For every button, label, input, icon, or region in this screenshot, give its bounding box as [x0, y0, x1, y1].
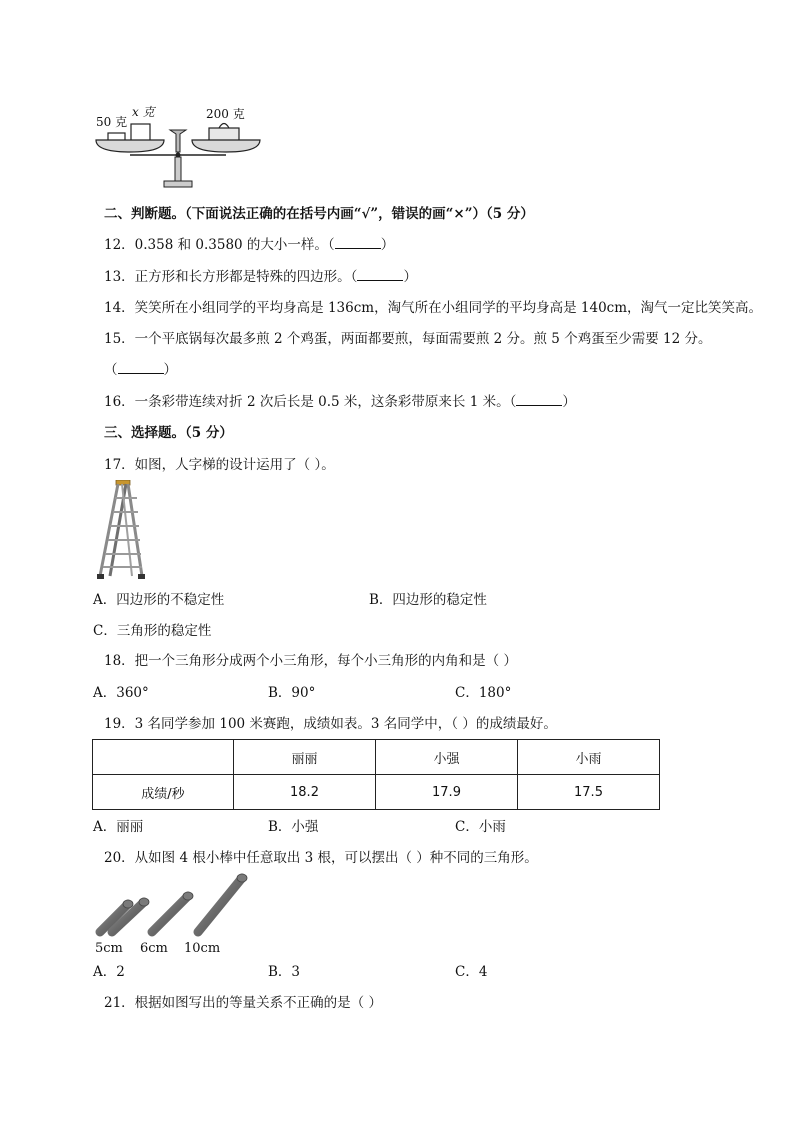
table-header-row	[93, 740, 660, 775]
close-paren: ）	[403, 269, 417, 285]
ladder-figure	[96, 480, 146, 580]
question-14: 14．笑笑所在小组同学的平均身高是 136cm，淘气所在小组同学的平均身高是 140cm，淘气一定比笑笑高。	[104, 300, 763, 316]
close-paren: ）	[562, 394, 576, 410]
table-cell: 成绩/秒	[93, 775, 234, 810]
x-weight-label: x 克	[132, 105, 155, 119]
table-cell: 丽丽	[234, 740, 376, 775]
right-weight-label: 200 克	[206, 107, 245, 121]
q17-option-a[interactable]: A．四边形的不稳定性	[93, 592, 225, 608]
stick-label-5cm: 5cm	[95, 941, 123, 956]
q13-text: 13．正方形和长方形都是特殊的四边形。（	[104, 269, 358, 285]
q20-option-a[interactable]: A．2	[93, 964, 125, 980]
question-16	[104, 393, 576, 411]
q12-answer-blank[interactable]	[335, 236, 381, 249]
q16-text: 16．一条彩带连续对折 2 次后长是 0.5 米，这条彩带原来长 1 米。（	[104, 394, 517, 410]
q19-option-a[interactable]: A．丽丽	[93, 819, 144, 835]
q18-option-b[interactable]: B．90°	[268, 685, 316, 701]
q20-option-b[interactable]: B．3	[268, 964, 301, 980]
q15-open-paren: （	[104, 362, 118, 378]
question-19: 19．3 名同学参加 100 米赛跑，成绩如表。3 名同学中，（ ）的成绩最好。	[104, 716, 557, 732]
close-paren: ）	[163, 362, 177, 378]
q15-answer-blank[interactable]	[118, 361, 164, 374]
section-2-heading: 二、判断题。（下面说法正确的在括号内画“√”，错误的画“×”）（5 分）	[104, 206, 534, 222]
q19-option-c[interactable]: C．小雨	[455, 819, 506, 835]
question-20: 20．从如图 4 根小棒中任意取出 3 根，可以摆出（ ）种不同的三角形。	[104, 850, 538, 866]
q17-option-b[interactable]: B．四边形的稳定性	[369, 592, 487, 608]
q13-answer-blank[interactable]	[357, 268, 403, 281]
sticks-figure	[90, 870, 250, 940]
left-weight-label: 50 克	[96, 115, 128, 129]
question-12	[104, 236, 394, 254]
table-row	[93, 775, 660, 810]
close-paren: ）	[380, 237, 395, 253]
question-15: 15．一个平底锅每次最多煎 2 个鸡蛋，两面都要煎，每面需要煎 2 分。煎 5 个鸡蛋至少需要 12 分。	[104, 331, 712, 347]
question-18: 18．把一个三角形分成两个小三角形，每个小三角形的内角和是（ ）	[104, 653, 517, 669]
stick-label-6cm: 6cm	[140, 941, 168, 956]
section-3-heading: 三、选择题。（5 分）	[104, 425, 233, 441]
table-cell: 18.2	[234, 775, 376, 810]
table-cell: 小雨	[518, 740, 660, 775]
table-cell: 17.5	[518, 775, 660, 810]
q17-option-c[interactable]: C．三角形的稳定性	[93, 623, 212, 639]
question-17: 17．如图，人字梯的设计运用了（ ）。	[104, 457, 335, 473]
q20-option-c[interactable]: C．4	[455, 964, 488, 980]
q16-answer-blank[interactable]	[516, 393, 562, 406]
question-15-answer	[104, 361, 177, 379]
question-21: 21．根据如图写出的等量关系不正确的是（ ）	[104, 995, 382, 1011]
q12-text: 12．0.358 和 0.3580 的大小一样。（	[104, 237, 335, 253]
q18-option-c[interactable]: C．180°	[455, 685, 512, 701]
question-13	[104, 268, 417, 286]
table-cell: 17.9	[376, 775, 518, 810]
q19-option-b[interactable]: B．小强	[268, 819, 319, 835]
stick-label-10cm: 10cm	[184, 941, 221, 956]
q18-option-a[interactable]: A．360°	[93, 685, 149, 701]
table-cell	[93, 740, 234, 775]
race-results-table	[92, 739, 660, 810]
table-cell: 小强	[376, 740, 518, 775]
